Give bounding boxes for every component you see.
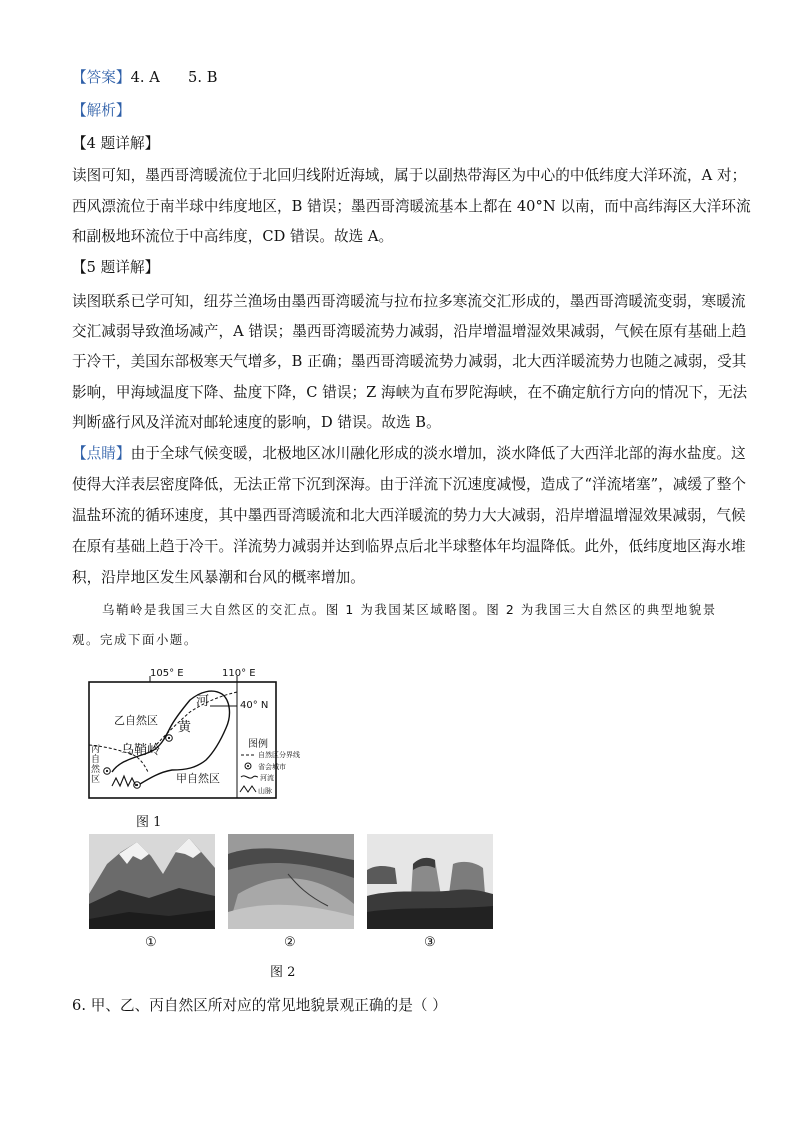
mountain-range (112, 776, 136, 786)
legend-item-boundary: 自然区分界线 (258, 751, 300, 759)
photo-desert-dunes (228, 834, 354, 929)
q4-label: 【4 题详解】 (72, 135, 160, 152)
intro-line-2: 观。完成下面小题。 (72, 632, 198, 647)
legend-title: 图例 (248, 739, 268, 750)
capital-city-1-dot (168, 737, 170, 739)
snow-mountain-image (89, 834, 215, 929)
yellow-river (112, 691, 229, 784)
tip-label: 【点睛】 (72, 445, 131, 462)
capital-city-3-dot (136, 784, 138, 786)
legend-item-mountain: 山脉 (258, 787, 272, 795)
label-mountain: 乌鞘岭 (121, 743, 161, 758)
intro-line-1: 乌鞘岭是我国三大自然区的交汇点。图 1 为我国某区域略图。图 2 为我国三大自然区的典型地貌景 (102, 602, 717, 617)
q5-line-4: 影响，甲海域温度下降、盐度下降，C 错误；Z 海峡为直布罗陀海峡，在不确定航行方向的情况下，无法 (72, 384, 748, 401)
q4-line-3: 和副极地环流位于中高纬度，CD 错误。故选 A。 (72, 228, 394, 245)
question-6: 6. 甲、乙、丙自然区所对应的常见地貌景观正确的是（ ） (72, 997, 447, 1014)
tip-line-2: 使得大洋表层密度降低，无法正常下沉到深海。由于洋流下沉速度减慢，造成了“洋流堵塞”，减缓了整个 (72, 476, 746, 493)
label-river-huang: 黄 (178, 720, 192, 735)
figure-2-caption: 图 2 (270, 965, 296, 980)
capital-city-3 (134, 782, 141, 789)
desert-dunes-image (228, 834, 354, 929)
figure-1-caption: 图 1 (136, 815, 162, 830)
answer-text: 4. A 5. B (130, 69, 218, 86)
legend-mountain-symbol (240, 786, 256, 792)
q5-line-2: 交汇减弱导致渔场减产，A 错误；墨西哥湾暖流势力减弱，沿岸增温增湿效果减弱，气候在原有基础上趋 (72, 323, 747, 340)
q5-line-3: 于冷干，美国东部极寒天气增多，B 正确；墨西哥湾暖流势力减弱，北大西洋暖流势力也随之减弱，受其 (72, 353, 747, 370)
q5-line-1: 读图联系已学可知，纽芬兰渔场由墨西哥湾暖流与拉布拉多寒流交汇形成的，墨西哥湾暖流变弱，寒暖流 (72, 293, 746, 310)
label-zone-bing-4: 区 (91, 775, 101, 785)
legend-river-symbol (241, 776, 258, 778)
capital-city-2 (104, 768, 111, 775)
capital-city-1 (166, 735, 173, 742)
zone-boundary (89, 692, 237, 772)
legend-city-symbol (245, 763, 251, 769)
answer-line (72, 66, 218, 87)
photo-danxia-landform (367, 834, 493, 929)
capital-city-2-dot (106, 770, 108, 772)
photo-caption-2: ② (284, 935, 296, 950)
label-lon-110: 110° E (222, 668, 256, 679)
danxia-landform-image (367, 834, 493, 929)
legend-item-river: 河流 (260, 774, 274, 782)
label-zone-bing-1: 丙 (91, 745, 101, 755)
label-zone-bing-3: 然 (91, 765, 101, 775)
q4-line-1: 读图可知，墨西哥湾暖流位于北回归线附近海域，属于以副热带海区为中心的中低纬度大洋环流，A 对； (72, 167, 747, 184)
label-zone-yi: 乙自然区 (114, 714, 158, 727)
q4-line-2: 西风漂流位于南半球中纬度地区，B 错误；墨西哥湾暖流基本上都在 40°N 以南，而中高纬海区大洋环流 (72, 198, 751, 215)
analysis-label: 【解析】 (72, 102, 131, 119)
q5-label: 【5 题详解】 (72, 259, 160, 276)
label-zone-bing-2: 自 (91, 755, 101, 765)
tip-line-3: 温盐环流的循环速度，其中墨西哥湾暖流和北大西洋暖流的势力大大减弱，沿岸增温增湿效果减弱，气候 (72, 507, 746, 524)
q5-line-5: 判断盛行风及洋流对邮轮速度的影响，D 错误。故选 B。 (72, 414, 441, 431)
label-lat-40: 40° N (240, 700, 269, 711)
tip-line-4: 在原有基础上趋于冷干。洋流势力减弱并达到临界点后北半球整体年均温降低。此外，低纬度地区海水堆 (72, 538, 746, 555)
legend-item-city: 省会城市 (258, 763, 286, 771)
tip-line-5: 积，沿岸地区发生风暴潮和台风的概率增加。 (72, 569, 365, 586)
label-river-he: 河 (196, 694, 210, 709)
photo-snow-mountain (89, 834, 215, 929)
label-zone-jia: 甲自然区 (176, 772, 220, 785)
photo-caption-3: ③ (424, 935, 436, 950)
label-lon-105: 105° E (150, 668, 184, 679)
answer-label: 【答案】 (72, 69, 131, 86)
photo-caption-1: ① (145, 935, 157, 950)
tip-line-1 (72, 442, 746, 463)
legend-city-symbol-dot (247, 765, 249, 767)
map-frame (89, 682, 276, 798)
tip-text-1: 由于全球气候变暖，北极地区冰川融化形成的淡水增加，淡水降低了大西洋北部的海水盐度。这 (130, 445, 746, 462)
label-zone-bing (91, 745, 100, 785)
